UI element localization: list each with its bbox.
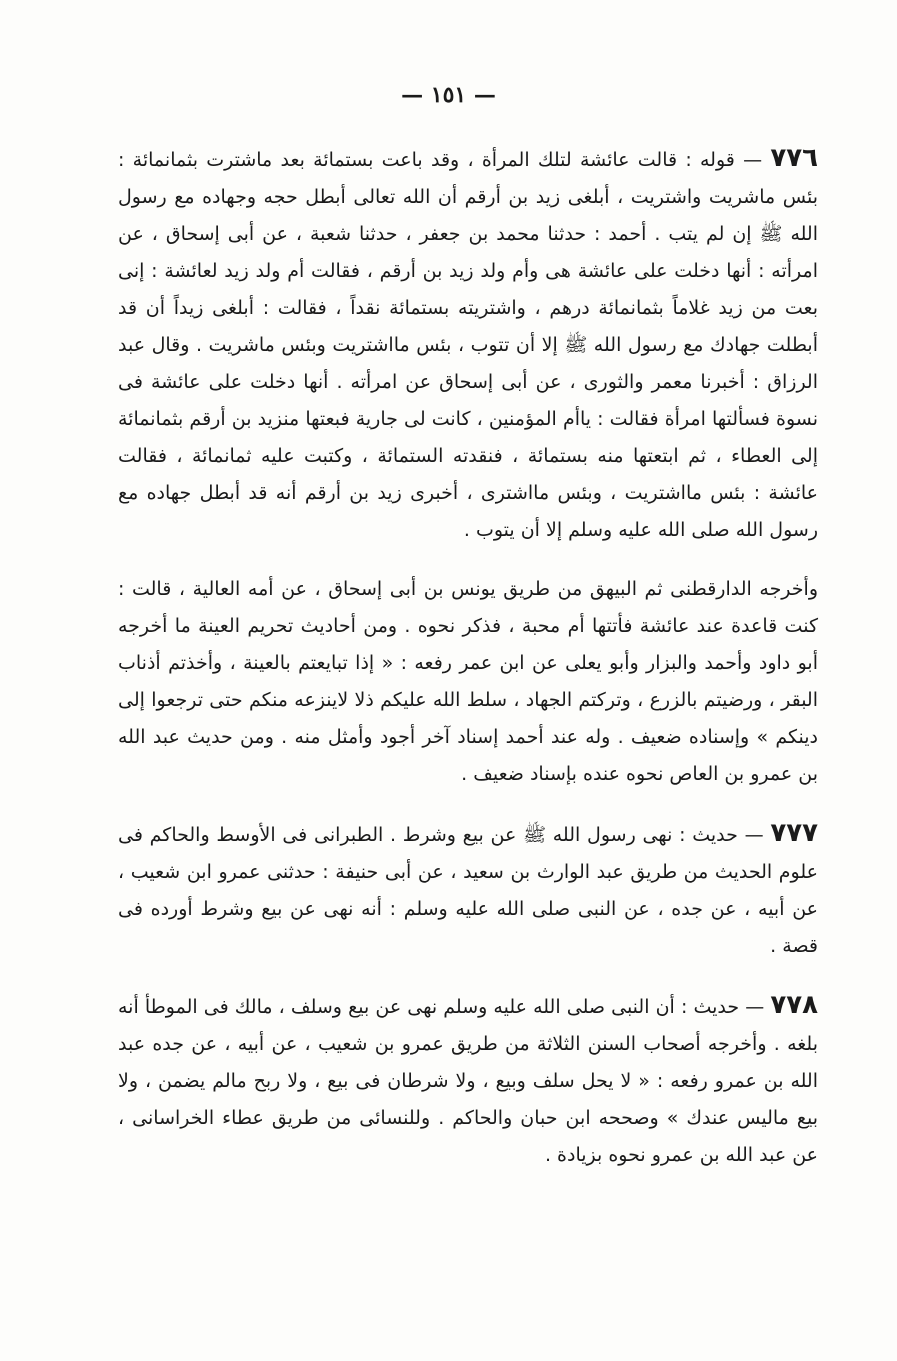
entry-text: نهى رسول الله ﷺ عن بيع وشرط . الطبرانى فى الأوسط والحاكم فى علوم الحديث من طريق عبد الوارث بن سعيد ، عن أبى حنيفة : حدثنى عمرو ابن شعيب ، عن أبيه ، عن جده ، عن النبى صلى الله عليه وسلم : أنه نهى عن بيع وشرط أورده فى قصة . bbox=[118, 824, 818, 957]
paragraph-text: وأخرجه الدارقطنى ثم البيهق من طريق يونس بن أبى إسحاق ، عن أمه العالية ، قالت : كنت قاعدة عند عائشة فأتتها أم محبة ، فذكر نحوه . ومن أحاديث تحريم العينة ما أخرجه أبو داود وأحمد والبزار وأبو يعلى عن ابن عمر رفعه : « إذا تبايعتم بالعينة ، وأخذتم أذناب البقر ، ورضيتم بالزرع ، وتركتم الجهاد ، سلط الله عليكم ذلا لاينزعه منكم حتى ترجعوا إلى دينكم » وإسناده ضعيف . وله عند أحمد إسناد آخر أجود وأمثل منه . ومن حديث عبد الله بن عمرو بن العاص نحوه عنده بإسناد ضعيف . bbox=[118, 578, 818, 785]
entry-number: ٧٧٦ bbox=[770, 143, 819, 173]
entry-label: — قوله : bbox=[685, 149, 763, 171]
entry-776 bbox=[118, 140, 818, 549]
page-number: — ١٥١ — bbox=[401, 82, 496, 108]
entry-text: أن النبى صلى الله عليه وسلم نهى عن بيع وسلف ، مالك فى الموطأ أنه بلغه . وأخرجه أصحاب السنن الثلاثة من طريق عمرو بن شعيب ، عن أبيه ، عن جده عبد الله بن عمرو رفعه : « لا يحل سلف وبيع ، ولا شرطان فى بيع ، ولا ربح مالم يضمن ، ولا بيع ماليس عندك » وصححه ابن حبان والحاكم . وللنسائى من طريق عطاء الخراسانى ، عن عبد الله بن عمرو نحوه بزيادة . bbox=[118, 996, 818, 1166]
commentary-paragraph bbox=[118, 571, 818, 793]
entry-number: ٧٧٨ bbox=[770, 990, 818, 1020]
entry-number: ٧٧٧ bbox=[770, 818, 818, 848]
entry-label: — حديث : bbox=[679, 824, 764, 846]
entry-text: قالت عائشة لتلك المرأة ، وقد باعت بستمائة بعد ماشترت بثمانمائة : بئس ماشريت واشتريت ، أبلغى زيد بن أرقم أن الله تعالى أبطل حجه وجهاده مع رسول الله ﷺ إن لم يتب . أحمد : حدثنا محمد بن جعفر ، حدثنا شعبة ، عن أبى إسحاق ، عن امرأته : أنها دخلت على عائشة هى وأم ولد زيد بن أرقم ، فقالت أم ولد زيد لعائشة : إنى بعت من زيد غلاماً بثمانمائة درهم ، واشتريته بستمائة نقداً ، فقالت : أبلغى زيداً أن قد أبطلت جهادك مع رسول الله ﷺ إلا أن تتوب ، بئس مااشتريت وبئس ماشريت . وقال عبد الرزاق : أخبرنا معمر والثورى ، عن أبى إسحاق عن امرأته . أنها دخلت على عائشة فى نسوة فسألتها امرأة فقالت : ياأم المؤمنين ، كانت لى جارية فبعتها منزيد بن أرقم بثمانمائة إلى العطاء ، ثم ابتعتها منه بستمائة ، فنقدته الستمائة ، وكتبت عليه ثمانمائة ، فقالت عائشة : بئس مااشتريت ، وبئس مااشترى ، أخبرى زيد بن أرقم أنه قد أبطل جهاده مع رسول الله صلى الله عليه وسلم إلا أن يتوب . bbox=[118, 149, 818, 541]
page-body bbox=[118, 140, 818, 1174]
entry-777 bbox=[118, 815, 818, 965]
entry-label: — حديث : bbox=[680, 996, 765, 1018]
entry-778 bbox=[118, 987, 818, 1174]
